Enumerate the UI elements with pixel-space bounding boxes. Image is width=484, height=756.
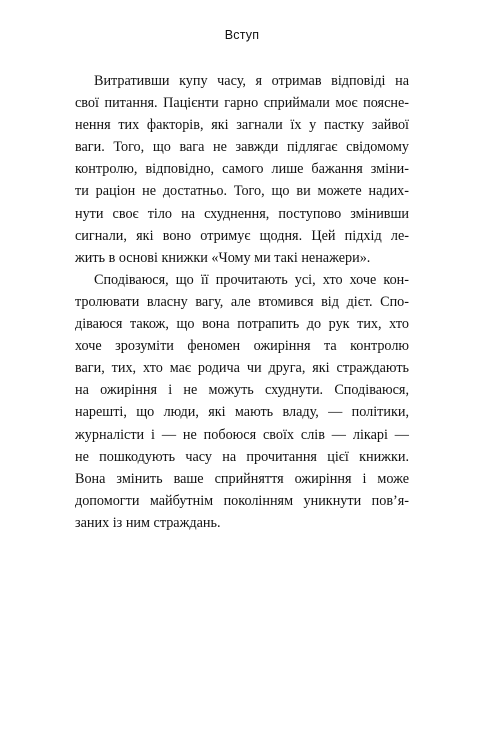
text-line: жить в основі книжки «Чому ми такі ненажери». (75, 249, 371, 266)
text-line: журналісти і — не побоюся своїх слів — лікарі — (75, 426, 409, 443)
paragraph-2 (75, 269, 409, 534)
text-line: нення тих факторів, які загнали їх у пастку зайвої (75, 117, 409, 134)
text-line: Витративши купу часу, я отримав відповіді на (94, 73, 409, 89)
running-head-title: Вступ (224, 28, 260, 42)
text-line: ваги. Того, що вага не завжди підлягає свідомому (75, 139, 409, 156)
text-line: контролю, відповідно, самого лише бажання зміни- (75, 161, 409, 178)
text-line: ваги, тих, хто має родича чи друга, які страждають (75, 360, 409, 377)
text-line: діваюся також, що вона потрапить до рук тих, хто (75, 316, 409, 333)
text-line: нути своє тіло на схуднення, поступово змінивши (75, 205, 409, 222)
text-line: тролювати власну вагу, але втомився від дієт. Спо- (75, 293, 409, 310)
text-line: сигнали, які воно отримує щодня. Цей підхід ле- (75, 227, 409, 244)
text-line: хоче зрозуміти феномен ожиріння та контролю (75, 338, 409, 355)
text-line: на ожиріння і не можуть схуднути. Сподіваюся, (75, 382, 409, 399)
text-line: Вона змінить ваше сприйняття ожиріння і може (75, 470, 409, 487)
text-line: Сподіваюся, що її прочитають усі, хто хоче кон- (94, 271, 409, 288)
text-line: не пошкодують часу на прочитання цієї книжки. (75, 448, 409, 465)
text-line: свої питання. Пацієнти гарно сприймали моє поясне- (75, 95, 409, 112)
text-line: нарешті, що люди, які мають владу, — політики, (75, 404, 409, 421)
text-line: заних із ним страждань. (75, 514, 221, 531)
text-line: допомогти майбутнім поколінням уникнути пов’я- (75, 492, 409, 509)
paragraph-1 (75, 70, 409, 269)
body-text (75, 70, 409, 534)
text-line: ти раціон не достатньо. Того, що ви можете надих- (75, 183, 409, 200)
